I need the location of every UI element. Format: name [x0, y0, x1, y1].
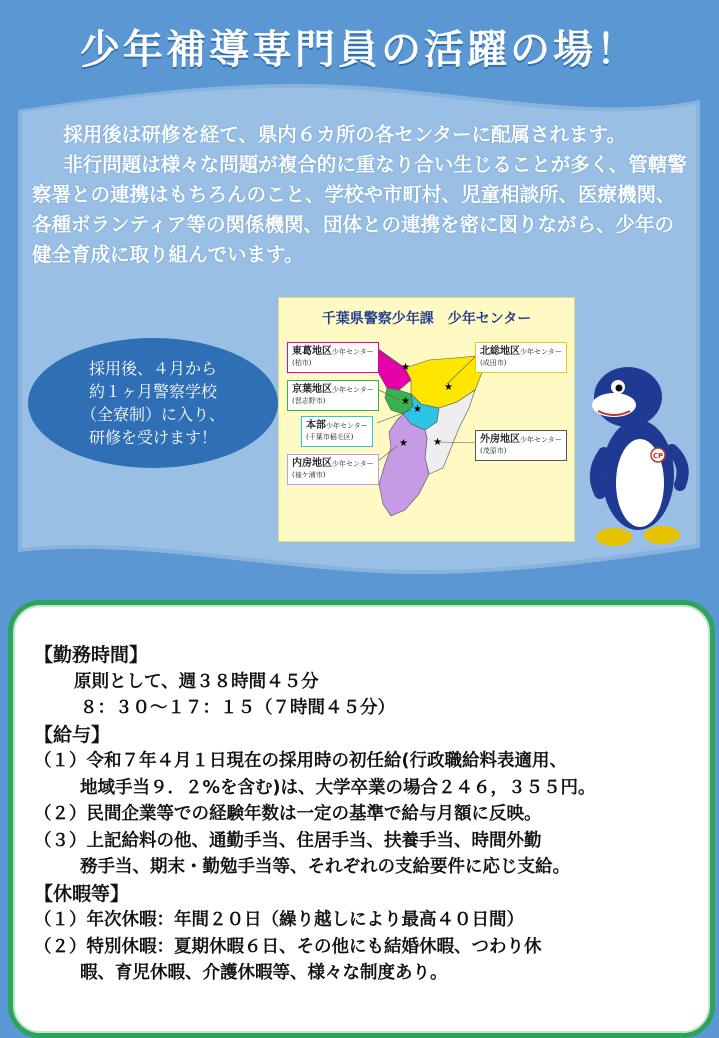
salary-item: （２）民間企業等での経験年数は一定の基準で給与月額に反映。: [34, 804, 542, 824]
intro-text: [32, 120, 692, 270]
leave-item: （１）年次休暇：年間２０日（繰り越しにより最高４０日間）: [34, 910, 524, 930]
center-label-honbu: 本部少年センター (千葉市稲毛区): [301, 416, 373, 447]
center-label-sotobo: 外房地区少年センター (茂原市): [475, 430, 567, 461]
leave-heading: 【休暇等】: [34, 882, 130, 905]
center-label-tokatsu: 東葛地区少年センター (柏市): [287, 342, 379, 373]
intro-paragraph-2: 非行問題は様々な問題が複合的に重なり合い生じることが多く、管轄警察署との連携はもちろんのこと、学校や市町村、児童相談所、医療機関、各種ボランティア等の関係機関、団体との連携を密に図りながら、少年の健全育成に取り組んでいます。: [32, 153, 687, 266]
star-marker: ★: [399, 438, 408, 449]
mascot-emblem-text: CP: [652, 452, 664, 460]
intro-paragraph-1: 採用後は研修を経て、県内６カ所の各センターに配属されます。: [63, 123, 626, 146]
star-marker: ★: [413, 404, 422, 415]
salary-item: （１）令和７年４月１日現在の採用時の初任給(行政職給料表適用、 地域手当９．２%を含む)は、大学卒業の場合２４６，３５５円。: [34, 751, 596, 798]
star-marker: ★: [433, 437, 442, 448]
training-note-line: 約１ヶ月警察学校: [88, 382, 217, 401]
center-label-uchibo: 内房地区少年センター (袖ケ浦市): [287, 454, 379, 485]
center-label-hokuso: 北総地区少年センター (成田市): [475, 342, 567, 373]
page-title: 少年補導専門員の活躍の場！: [80, 27, 639, 73]
police-mascot-image: [580, 355, 690, 555]
training-note-oval: [28, 338, 278, 468]
center-map-card: [278, 297, 575, 542]
star-marker: ★: [401, 396, 410, 407]
conditions-text: [34, 642, 694, 987]
center-label-keiyo: 京葉地区少年センター (習志野市): [287, 380, 379, 411]
salary-heading: 【給与】: [34, 723, 111, 746]
leave-item: （２）特別休暇：夏期休暇６日、その他にも結婚休暇、つわり休 暇、育児休暇、介護休暇等、様々な制度あり。: [34, 936, 542, 983]
work-hours-heading: 【勤務時間】: [34, 644, 149, 666]
star-marker: ★: [444, 382, 453, 393]
work-hours-line: ８：３０～１７：１５（７時間４５分）: [80, 698, 395, 718]
training-note-line: 採用後、４月から: [88, 359, 217, 378]
map-title: 千葉県警察少年課 少年センター: [321, 311, 532, 327]
salary-item: （３）上記給料の他、通勤手当、住居手当、扶養手当、時間外勤 務手当、期末・勤勉手当等、それぞれの支給要件に応じ支給。: [34, 830, 570, 877]
training-note-line: （全寮制）に入り、: [80, 405, 225, 424]
training-note-line: 研修を受けます！: [88, 428, 217, 447]
star-marker: ★: [401, 362, 410, 373]
work-hours-line: 原則として、週３８時間４５分: [74, 671, 319, 692]
